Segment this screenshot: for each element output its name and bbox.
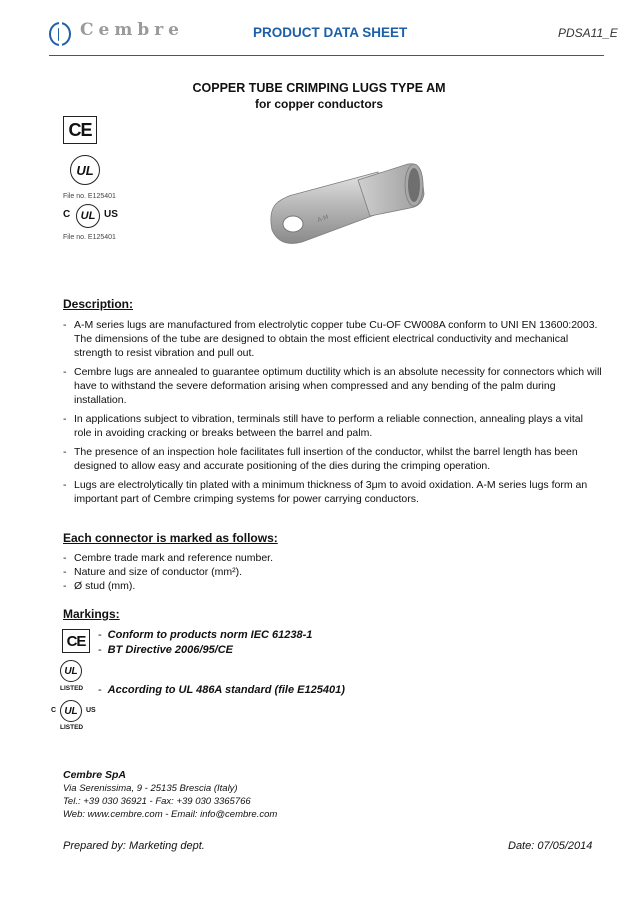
ce-directive-line: - BT Directive 2006/95/CE	[98, 644, 234, 656]
list-item: - In applications subject to vibration, terminals still have to perform a reliable connection, annealing plays a vital role in avoiding cracking or breaks between the barrel and palm.	[63, 412, 603, 440]
ce-mark-icon: CE	[62, 629, 90, 653]
document-date: Date: 07/05/2014	[508, 840, 593, 852]
cembre-logo-icon	[49, 22, 71, 46]
list-item: - Cembre lugs are annealed to guarantee optimum ductility which is an absolute necessity for connectors which will have to withstand the severe deformation arising when compressed and any bending of the palm during installation.	[63, 365, 603, 407]
list-item: - A-M series lugs are manufactured from electrolytic copper tube Cu-OF CW008A conform to UNI EN 13600:2003. The dimensions of the tube are designed to obtain the most efficient electrical conductivity and mechanical strength to resist vibration and pull out.	[63, 318, 603, 360]
logo-text: Cembre	[80, 20, 184, 40]
ul-standard-text: According to UL 486A standard (file E125401)	[107, 684, 345, 696]
header-divider	[49, 55, 604, 56]
ul-recognized-icon: UL	[70, 155, 100, 185]
listed-label: LISTED	[60, 724, 84, 731]
ce-mark-icon: CE	[63, 116, 97, 144]
ul-standard-line: - According to UL 486A standard (file E125401)	[98, 684, 345, 696]
file-number-2: File no. E125401	[63, 234, 116, 241]
header-title: PRODUCT DATA SHEET	[253, 25, 408, 40]
ce-standard-line: - Conform to products norm IEC 61238-1	[98, 629, 313, 641]
us-label: US	[86, 707, 96, 714]
prepared-by: Prepared by: Marketing dept.	[63, 840, 205, 852]
ce-standard-text: Conform to products norm IEC 61238-1	[107, 629, 313, 641]
company-address: Via Serenissima, 9 - 25135 Brescia (Italy)	[63, 783, 238, 794]
document-title: COPPER TUBE CRIMPING LUGS TYPE AM	[192, 81, 446, 95]
description-heading: Description:	[63, 297, 134, 311]
list-item: - Nature and size of conductor (mm²).	[63, 565, 603, 579]
crimping-lug-image	[258, 150, 428, 255]
list-item: - Ø stud (mm).	[63, 579, 603, 593]
c-label: C	[51, 707, 57, 714]
list-item: - Cembre trade mark and reference number.	[63, 551, 603, 565]
list-item: - The presence of an inspection hole facilitates full insertion of the conductor, whilst the barrel length has been designed to allow easy and accurate positioning of the dies during the crimping operation.	[63, 445, 603, 473]
list-item: - Lugs are electrolytically tin plated with a minimum thickness of 3μm to avoid oxidation. A-M series lugs form an important part of Cembre crimping systems for power carrying conductors.	[63, 478, 603, 506]
file-number-1: File no. E125401	[63, 193, 116, 200]
ul-listed-icon: UL	[60, 660, 82, 682]
cul-listed-icon: UL	[60, 700, 82, 722]
document-code: PDSA11_E	[558, 26, 618, 40]
cul-us-icon: UL	[76, 204, 100, 228]
ce-directive-text: BT Directive 2006/95/CE	[107, 644, 234, 656]
company-name: Cembre SpA	[63, 769, 127, 781]
listed-label: LISTED	[60, 685, 84, 692]
c-label: C	[63, 209, 71, 220]
marking-heading: Each connector is marked as follows:	[63, 531, 278, 545]
marking-list	[63, 551, 603, 593]
us-label: US	[104, 209, 118, 220]
company-phone: Tel.: +39 030 36921 - Fax: +39 030 3365766	[63, 796, 251, 807]
document-subtitle: for copper conductors	[254, 97, 383, 111]
markings-heading: Markings:	[63, 607, 120, 621]
company-web: Web: www.cembre.com - Email: info@cembre.com	[63, 809, 278, 820]
description-list	[63, 318, 603, 506]
svg-text:A-M: A-M	[316, 213, 330, 224]
